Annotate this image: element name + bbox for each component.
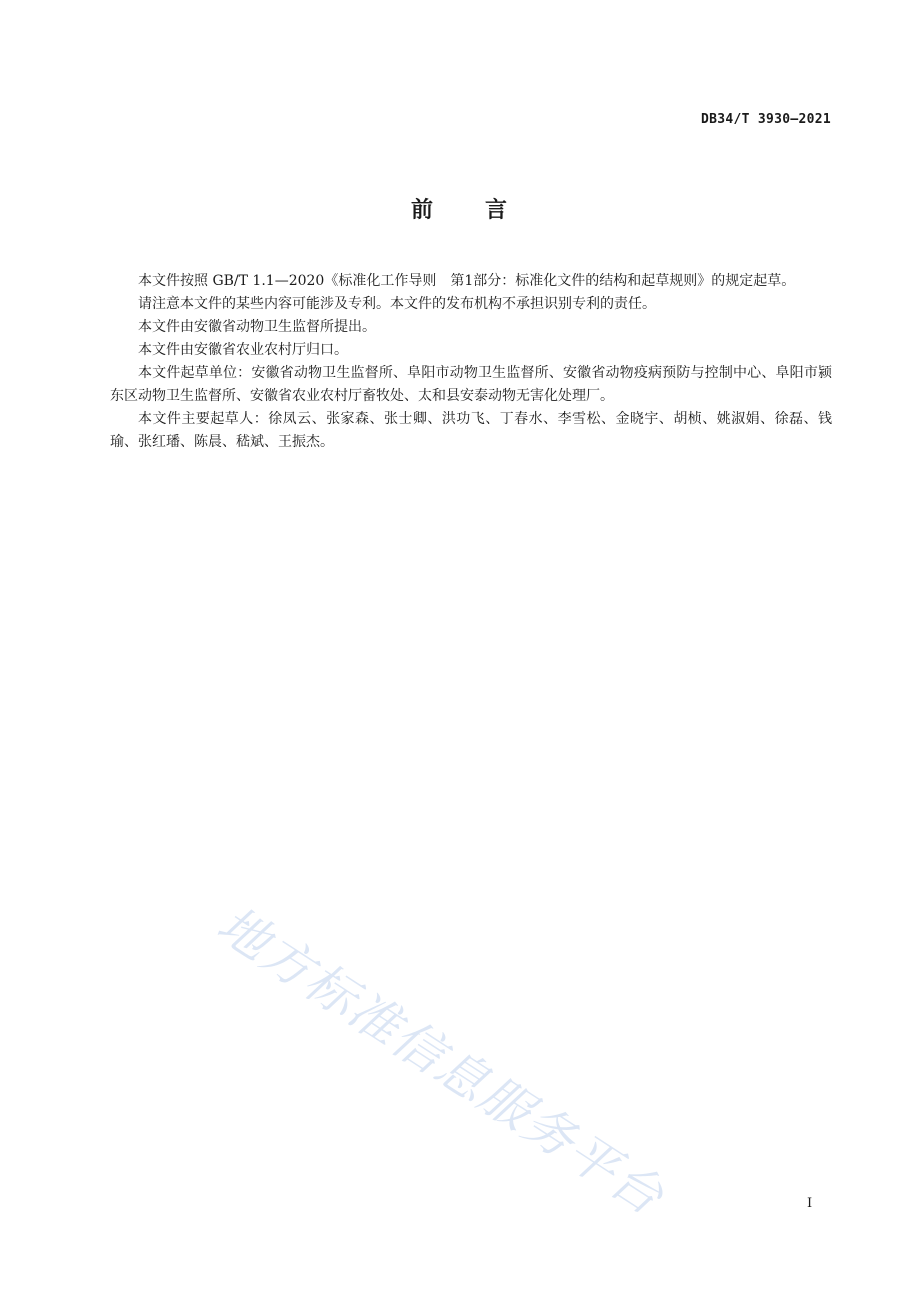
watermark: 地方标准信息服务平台: [207, 895, 675, 1227]
standard-code: DB34/T 3930—2021: [700, 112, 831, 127]
paragraph-drafting-rules: 本文件按照 GB/T 1.1—2020《标准化工作导则 第1部分：标准化文件的结构和起草规则》的规定起草。: [138, 273, 796, 289]
paragraph-proposer: 本文件由安徽省动物卫生监督所提出。: [138, 319, 376, 335]
page-title: [0, 193, 920, 224]
paragraph-centralized-management: 本文件由安徽省农业农村厅归口。: [138, 342, 348, 358]
page-number: I: [807, 1196, 813, 1211]
paragraph-patent-notice: 请注意本文件的某些内容可能涉及专利。本文件的发布机构不承担识别专利的责任。: [138, 296, 656, 312]
title-char-1: 前: [410, 198, 435, 223]
title-char-2: 言: [485, 198, 510, 223]
paragraph-main-drafters: 本文件主要起草人：徐凤云、张家森、张士卿、洪功飞、丁春水、李雪松、金晓宇、胡桢、姚淑娟、徐磊、钱瑜、张红璠、陈晨、嵇斌、王振杰。: [110, 411, 832, 450]
paragraph-drafting-units: 本文件起草单位：安徽省动物卫生监督所、阜阳市动物卫生监督所、安徽省动物疫病预防与控制中心、阜阳市颍东区动物卫生监督所、安徽省农业农村厅畜牧处、太和县安泰动物无害化处理厂。: [110, 365, 832, 404]
foreword-body: [110, 270, 832, 454]
